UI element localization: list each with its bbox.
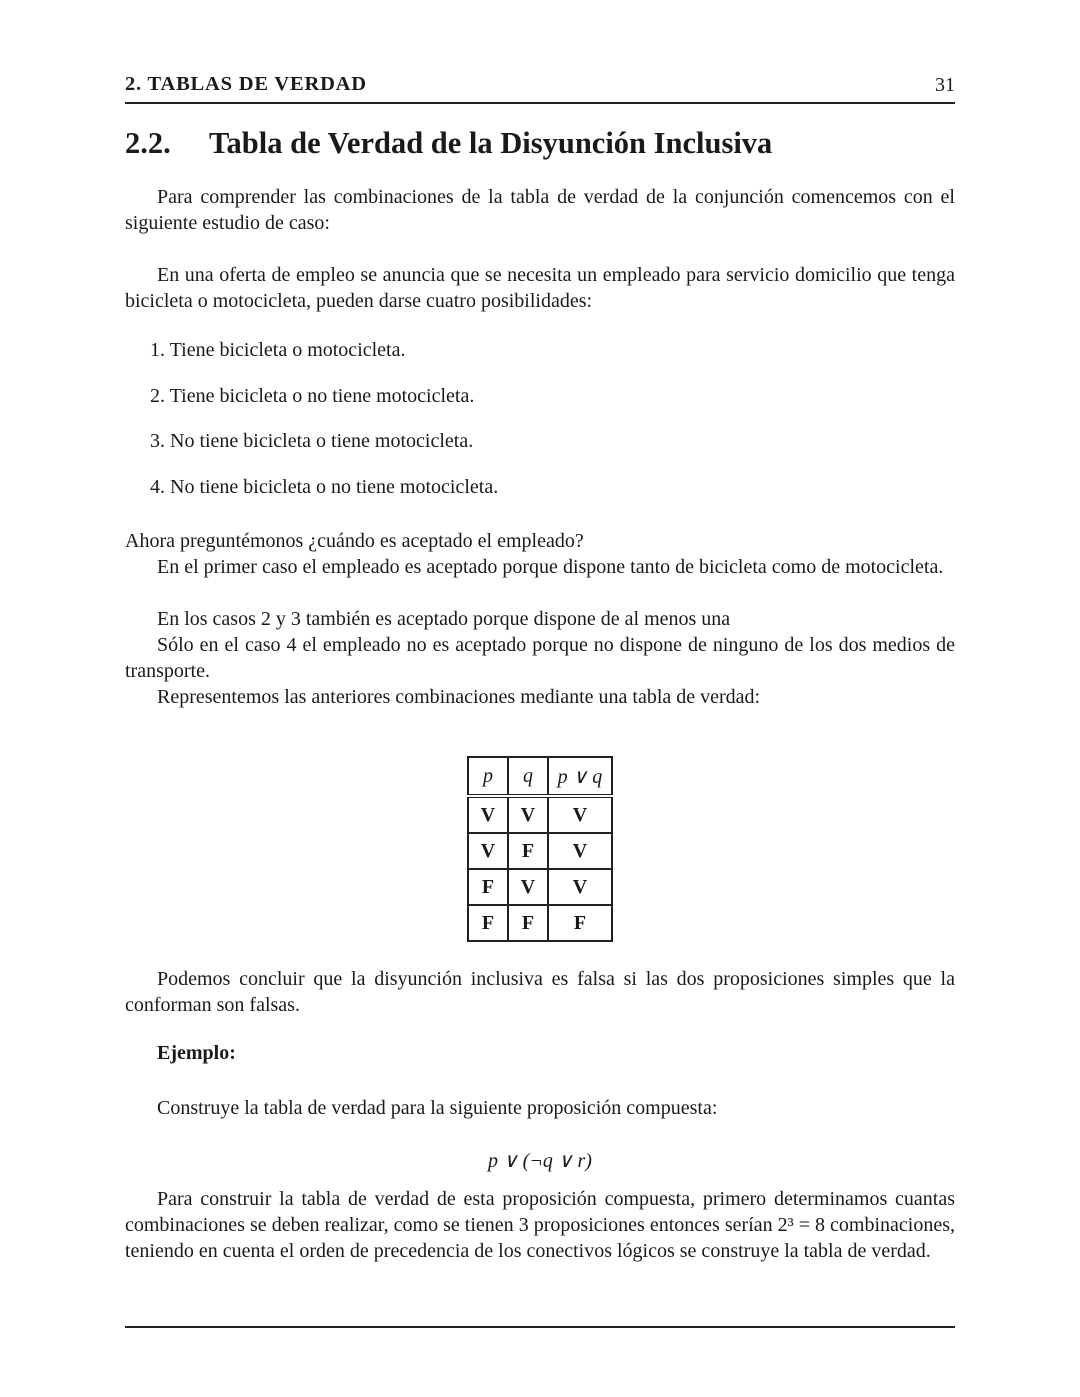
- document-page: [125, 0, 955, 1397]
- page-number: 31: [935, 74, 955, 96]
- header-p: p: [468, 757, 508, 796]
- case-paragraph: En una oferta de empleo se anuncia que se necesita un empleado para servicio domicilio que tenga bicicleta o motocicleta, pueden darse cuatro posibilidades:: [125, 264, 955, 312]
- running-header: [125, 72, 955, 104]
- table-cell: V: [548, 869, 612, 905]
- intro-paragraph: Para comprender las combinaciones de la tabla de verdad de la conjunción comencemos con el siguiente estudio de caso:: [125, 186, 955, 234]
- possibilities-list: [150, 337, 498, 519]
- table-row: [468, 833, 612, 869]
- table-row: [468, 905, 612, 941]
- table-row: [468, 869, 612, 905]
- case4-paragraph: Sólo en el caso 4 el empleado no es aceptado porque no dispone de ninguno de los dos medios de transporte.: [125, 634, 955, 682]
- section-number: 2.2.: [125, 126, 171, 160]
- table-cell: V: [468, 833, 508, 869]
- compound-proposition: p ∨ (¬q ∨ r): [488, 1150, 592, 1172]
- header-p-or-q: p ∨ q: [548, 757, 612, 796]
- header-q: q: [508, 757, 548, 796]
- table-cell: V: [548, 833, 612, 869]
- table-cell: F: [508, 833, 548, 869]
- table-cell: F: [468, 905, 508, 941]
- chapter-title: 2. TABLAS DE VERDAD: [125, 73, 367, 95]
- section-title: Tabla de Verdad de la Disyunción Inclusiva: [209, 126, 773, 160]
- list-item: 2. Tiene bicicleta o no tiene motocicleta.: [150, 384, 475, 407]
- section-heading: [125, 126, 772, 161]
- case1-paragraph: En el primer caso el empleado es aceptado porque dispone tanto de bicicleta como de motocicleta.: [157, 556, 944, 578]
- question-paragraph: Ahora preguntémonos ¿cuándo es aceptado el empleado?: [125, 530, 584, 552]
- example-heading: Ejemplo:: [157, 1042, 236, 1064]
- table-cell: V: [508, 869, 548, 905]
- list-item: 1. Tiene bicicleta o motocicleta.: [150, 339, 406, 361]
- table-row: [468, 796, 612, 833]
- list-item: 4. No tiene bicicleta o no tiene motocicleta.: [150, 475, 499, 498]
- conclusion-paragraph: Podemos concluir que la disyunción inclusiva es falsa si las dos proposiciones simples que la conforman son falsas.: [125, 968, 955, 1016]
- table-header-row: [468, 757, 612, 796]
- table-cell: V: [468, 796, 508, 833]
- list-item: 3. No tiene bicicleta o tiene motocicleta.: [150, 430, 474, 452]
- construct-paragraph: Construye la tabla de verdad para la siguiente proposición compuesta:: [157, 1097, 718, 1119]
- case23-paragraph: En los casos 2 y 3 también es aceptado porque dispone de al menos una: [157, 608, 731, 630]
- truth-table: [467, 756, 613, 942]
- table-cell: F: [468, 869, 508, 905]
- table-cell: V: [548, 796, 612, 833]
- footer-rule: [125, 1326, 955, 1328]
- table-cell: V: [508, 796, 548, 833]
- table-cell: F: [508, 905, 548, 941]
- explanation-paragraph: Para construir la tabla de verdad de esta proposición compuesta, primero determinamos cuantas combinaciones se deben realizar, como se tienen 3 proposiciones entonces serían 2³ = 8 combinaciones, teniendo en cuenta el orden de precedencia de los conectivos lógicos se construye la tabla de verdad.: [125, 1188, 955, 1262]
- represent-paragraph: Representemos las anteriores combinaciones mediante una tabla de verdad:: [157, 686, 761, 708]
- table-cell: F: [548, 905, 612, 941]
